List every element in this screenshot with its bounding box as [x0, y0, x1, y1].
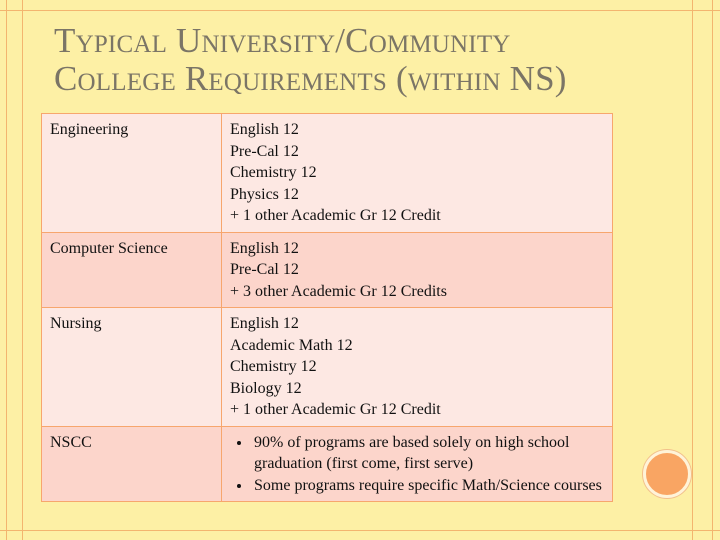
requirement-item: Biology 12 — [230, 379, 302, 397]
border-line — [22, 0, 23, 540]
requirements-cell — [222, 308, 613, 427]
title-line-2: College Requirements (within NS) — [54, 59, 567, 98]
requirements-table — [41, 113, 613, 502]
border-line — [692, 0, 693, 540]
requirements-cell — [222, 232, 613, 308]
requirement-item: English 12 — [230, 315, 299, 332]
bullet-item: • Some programs require specific Math/Science courses — [252, 475, 606, 497]
requirement-item: Chemistry 12 — [230, 164, 317, 181]
requirement-item: English 12 — [230, 239, 299, 257]
border-line — [0, 10, 720, 11]
requirement-item: + 3 other Academic Gr 12 Credits — [230, 282, 447, 300]
border-line — [0, 530, 720, 531]
border-line — [6, 0, 7, 540]
border-line — [712, 0, 713, 540]
table-row-computer-science — [42, 232, 613, 308]
title-line-1: Typical University/Community — [54, 21, 511, 60]
program-cell: Computer Science — [42, 232, 222, 308]
program-cell: Engineering — [42, 114, 222, 233]
decorative-circle-icon — [643, 450, 691, 498]
requirement-item: Chemistry 12 — [230, 358, 317, 375]
requirement-item: English 12 — [230, 121, 299, 138]
requirement-item: Academic Math 12 — [230, 336, 353, 354]
program-cell: Nursing — [42, 308, 222, 427]
table-row-nscc — [42, 426, 613, 502]
program-cell: NSCC — [42, 426, 222, 502]
requirement-item: + 1 other Academic Gr 12 Credit — [230, 401, 441, 418]
requirement-item: + 1 other Academic Gr 12 Credit — [230, 207, 441, 224]
requirements-cell — [222, 114, 613, 233]
slide-title — [54, 22, 674, 98]
table-row-nursing — [42, 308, 613, 427]
requirements-cell — [222, 426, 613, 502]
requirement-item: Pre-Cal 12 — [230, 142, 299, 160]
bullet-item: • 90% of programs are based solely on high school graduation (first come, first serve) — [252, 432, 606, 475]
requirement-item: Pre-Cal 12 — [230, 261, 299, 278]
requirement-item: Physics 12 — [230, 185, 299, 203]
bullet-list — [230, 432, 606, 497]
table-row-engineering — [42, 114, 613, 233]
